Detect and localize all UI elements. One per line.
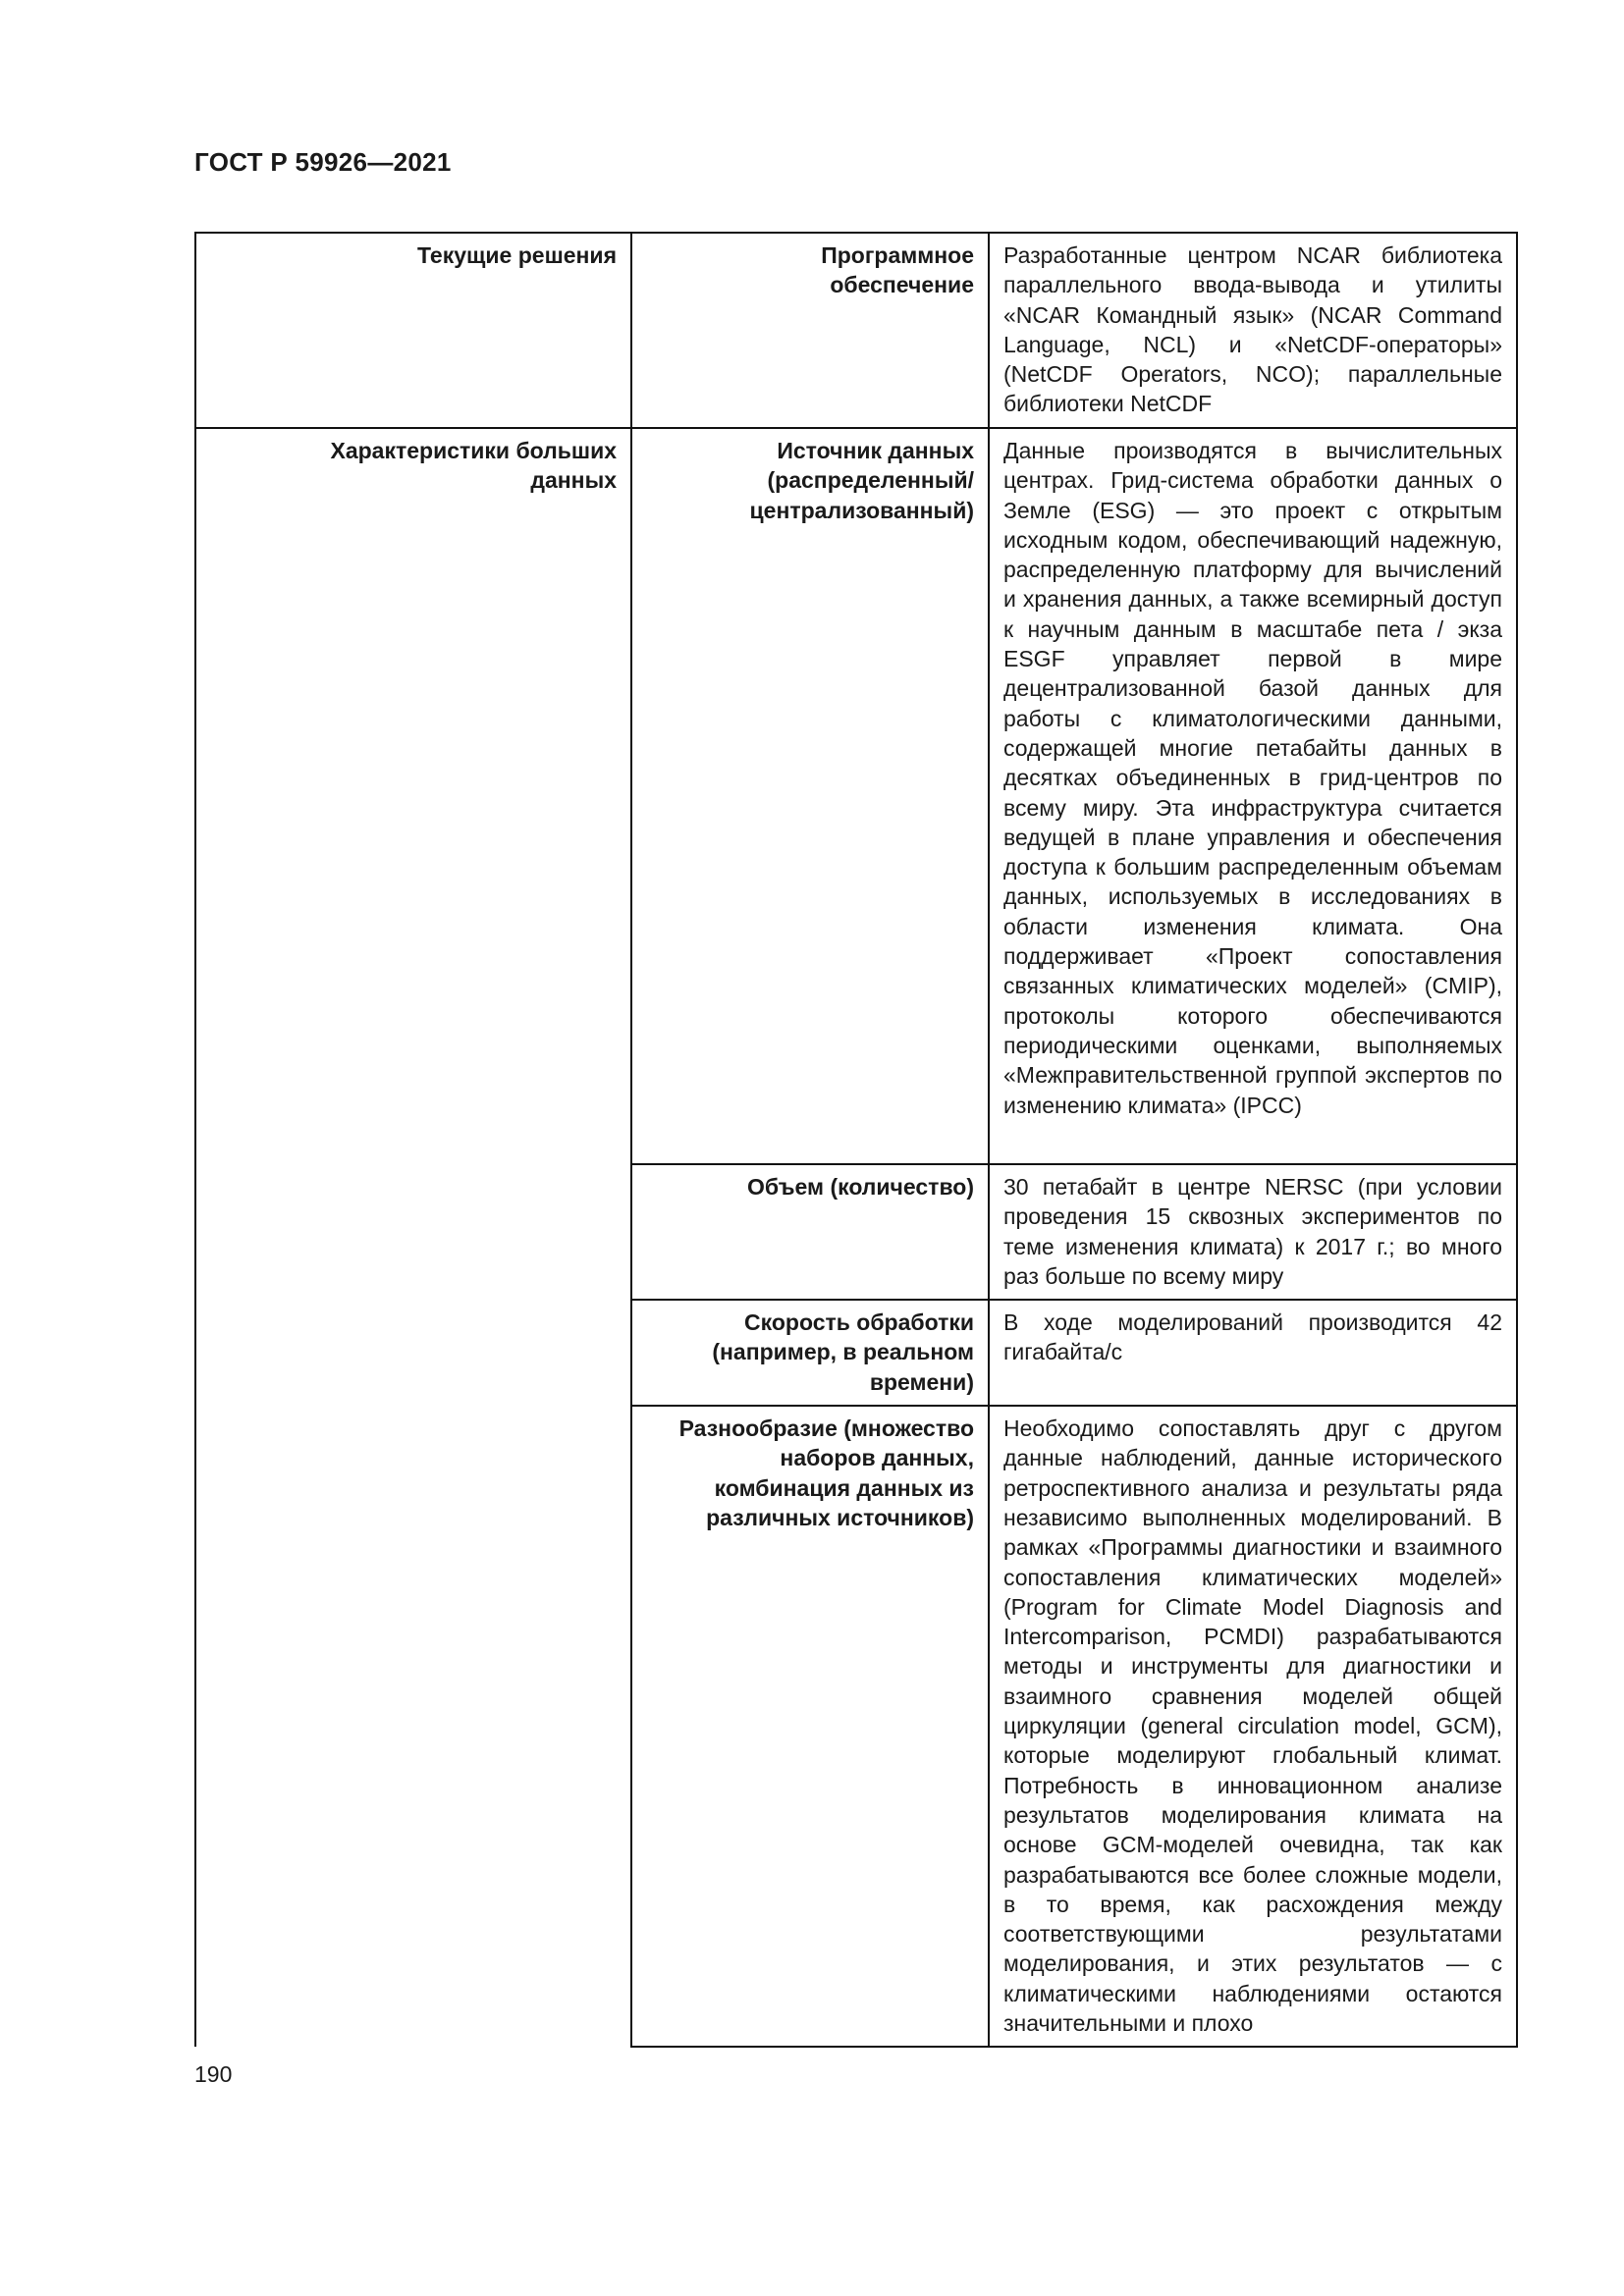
table-row — [195, 428, 1517, 1164]
value-text: Разработанные центром NCAR библиотека параллельного ввода-вывода и утилиты «NCAR Командный язык» (NCAR Command Language, NCL) и «NetCDF-операторы» (NetCDF Operators, NCO); параллельные библиотеки NetCDF — [1003, 242, 1502, 417]
table-row — [195, 233, 1517, 428]
category-label: Текущие решения — [417, 242, 617, 268]
category-cell — [195, 428, 631, 2047]
document-header: ГОСТ Р 59926—2021 — [194, 147, 452, 177]
requirements-table — [194, 232, 1518, 2048]
value-text: В ходе моделирований производится 42 гигабайта/с — [1003, 1309, 1502, 1365]
parameter-cell — [631, 428, 989, 1164]
category-cell — [195, 233, 631, 428]
parameter-label: Объем (количество) — [747, 1174, 974, 1200]
parameter-cell — [631, 1164, 989, 1300]
value-cell — [989, 233, 1517, 428]
value-cell — [989, 1164, 1517, 1300]
value-text: 30 петабайт в центре NERSC (при условии проведения 15 сквозных экспериментов по теме изменения климата) к 2017 г.; во много раз больше по всему миру — [1003, 1174, 1502, 1289]
value-cell — [989, 1300, 1517, 1406]
value-text: Необходимо сопоставлять друг с другом данные наблюдений, данные исторического ретроспективного анализа и результаты ряда независимо выполненных моделирований. В рамках «Программы диагностики и взаимного сопоставления климатических моделей» (Program for Climate Model Diagnosis and Intercomparison, PCMDI) разрабатываются методы и инструменты для диагностики и взаимного сравнения моделей общей циркуляции (general circulation model, GCM), которые моделируют глобальный климат. Потребность в инновационном анализе результатов моделирования климата на основе GCM-моделей очевидна, так как разрабатываются все более сложные модели, в то время, как расхождения между соответствующими результатами моделирования, и этих результатов — с климатическими наблюдениями остаются значительными и плохо — [1003, 1415, 1502, 2037]
parameter-label: Разнообразие (множество наборов данных, комбинация данных из различных источников) — [678, 1415, 974, 1530]
category-label: Характеристики больших данных — [330, 438, 617, 494]
parameter-label: Скорость обработки (например, в реальном времени) — [712, 1309, 974, 1395]
parameter-cell — [631, 233, 989, 428]
parameter-label: Программное обеспечение — [821, 242, 974, 298]
value-cell — [989, 1406, 1517, 2047]
parameter-cell — [631, 1406, 989, 2047]
value-text: Данные производятся в вычислительных центрах. Грид-система обработки данных о Земле (ESG) — это проект с открытым исходным кодом, обеспечивающий надежную, распределенную платформу для вычислений и хранения данных, а также всемирный доступ к научным данным в масштабе пета / экза ESGF управляет первой в мире децентрализованной базой данных для работы с климатологическими данными, содержащей многие петабайты данных в десятках объединенных в грид-центров по всему миру. Эта инфраструктура считается ведущей в плане управления и обеспечения доступа к большим распределенным объемам данных, используемых в исследованиях в области изменения климата. Она поддерживает «Проект сопоставления связанных климатических моделей» (CMIP), протоколы которого обеспечиваются периодическими оценками, выполняемых «Межправительственной группой экспертов по изменению климата» (IPCC) — [1003, 438, 1502, 1118]
page-number: 190 — [194, 2061, 233, 2087]
parameter-label: Источник данных (распределенный/ централизованный) — [749, 438, 974, 523]
value-cell — [989, 428, 1517, 1164]
parameter-cell — [631, 1300, 989, 1406]
